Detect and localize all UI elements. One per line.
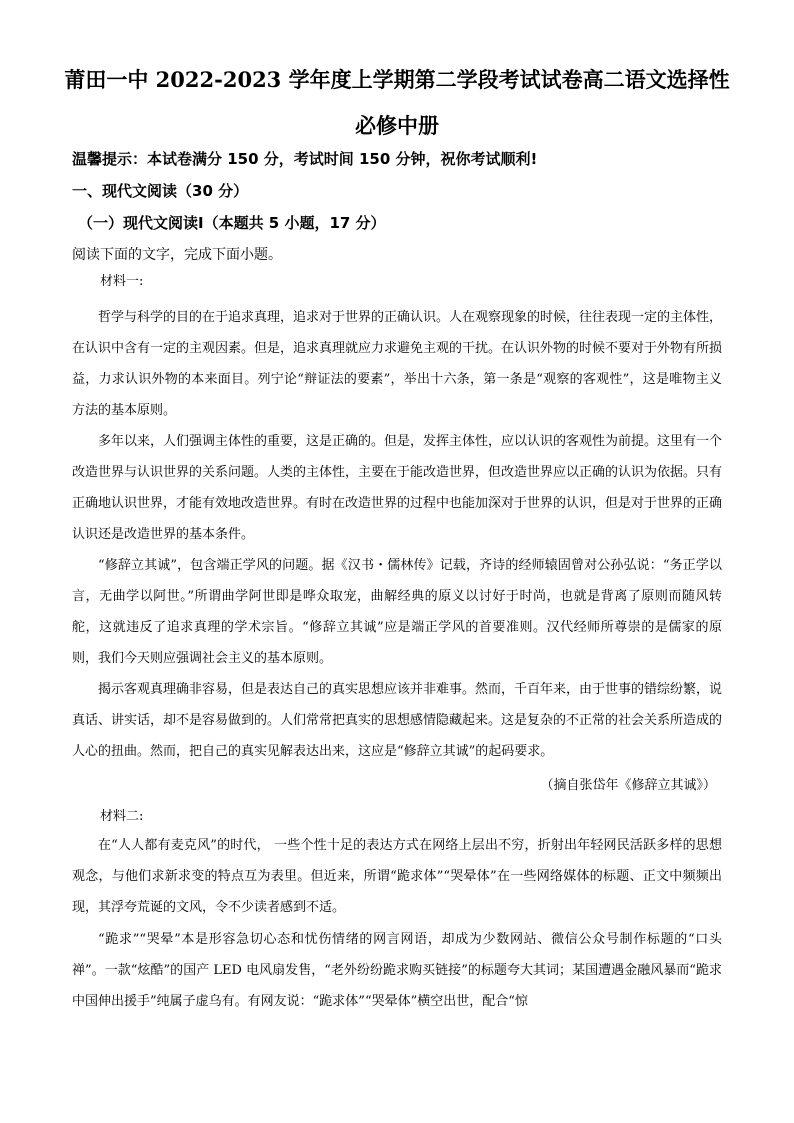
material1-paragraph: 多年以来，人们强调主体性的重要，这是正确的。但是，发挥主体性，应以认识的客观性为前提。这里有一个改造世界与认识世界的关系问题。人类的主体性，主要在于能改造世界，但改造世界应以正确的认识为依据。只有正确地认识世界，才能有效地改造世界。有时在改造世界的过程中也能加深对于世界的认识，但是对于世界的正确认识还是改造世界的基本条件。 bbox=[72, 434, 723, 542]
material1-source: （摘自张岱年《修辞立其诚》） bbox=[540, 778, 716, 793]
material2-paragraph: 在“人人都有麦克风”的时代， 一些个性十足的表达方式在网络上层出不穷，折射出年轻网民活跃多样的思想观念，与他们求新求变的特点互为表里。但近来，所谓“跪求体”“哭晕体”在一些网络媒体的标题、正文中频频出现，其浮夸荒诞的文风，令不少读者感到不适。 bbox=[72, 838, 722, 915]
section-heading: 一、现代文阅读（30 分） bbox=[72, 182, 249, 200]
reading-instruction: 阅读下面的文字，完成下面小题。 bbox=[72, 247, 282, 263]
exam-hint: 温馨提示：本试卷满分 150 分，考试时间 150 分钟，祝你考试顺利! bbox=[72, 150, 538, 168]
material1-paragraph: 哲学与科学的目的在于追求真理，追求对于世界的正确认识。人在观察现象的时候，往往表现一定的主体性，在认识中含有一定的主观因素。但是，追求真理就应力求避免主观的干扰。在认识外物的时候不要对于外物有所损益，力求认识外物的本来面目。列宁论“辩证法的要素”，举出十六条，第一条是“观察的客观性”，这是唯物主义方法的基本原则。 bbox=[72, 310, 723, 418]
subsection-heading: （一）现代文阅读Ⅰ（本题共 5 小题，17 分） bbox=[78, 214, 386, 232]
material2-paragraph: “跪求”“哭晕”本是形容急切心态和忧伤情绪的网言网语，却成为少数网站、微信公众号制作标题的“口头禅”。一款“炫酷”的国产 LED 电风扇发售，“老外纷纷跪求购买链接”的标题夸大其词；某国遭遇金融风暴而“跪求中国伸出援手”纯属子虚乌有。有网友说：“跪求体”“哭晕体”横空出世，配合“惊 bbox=[72, 932, 722, 1009]
material2-label: 材料二: bbox=[100, 809, 144, 824]
exam-title-line1: 莆田一中 2022-2023 学年度上学期第二学段考试试卷高二语文选择性 bbox=[64, 67, 730, 92]
material1-paragraph: “修辞立其诚”，包含端正学风的问题。据《汉书・儒林传》记载，齐诗的经师辕固曾对公孙弘说：“务正学以言，无曲学以阿世。”所谓曲学阿世即是哗众取宠，曲解经典的原义以讨好于时尚，也就是背离了原则而随风转舵，这就违反了追求真理的学术宗旨。“修辞立其诚”应是端正学风的首要准则。汉代经师所尊崇的是儒家的原则，我们今天则应强调社会主义的基本原则。 bbox=[72, 558, 722, 666]
material1-label: 材料一: bbox=[100, 274, 144, 289]
exam-title-line2: 必修中册 bbox=[355, 113, 439, 138]
material1-paragraph: 揭示客观真理确非容易，但是表达自己的真实思想应该并非难事。然而，千百年来，由于世事的错综纷繁，说真话、讲实话，却不是容易做到的。人们常常把真实的思想感情隐藏起来。这是复杂的不正常的社会关系所造成的人心的扭曲。然而，把自己的真实见解表达出来，这应是“修辞立其诚”的起码要求。 bbox=[72, 682, 723, 759]
